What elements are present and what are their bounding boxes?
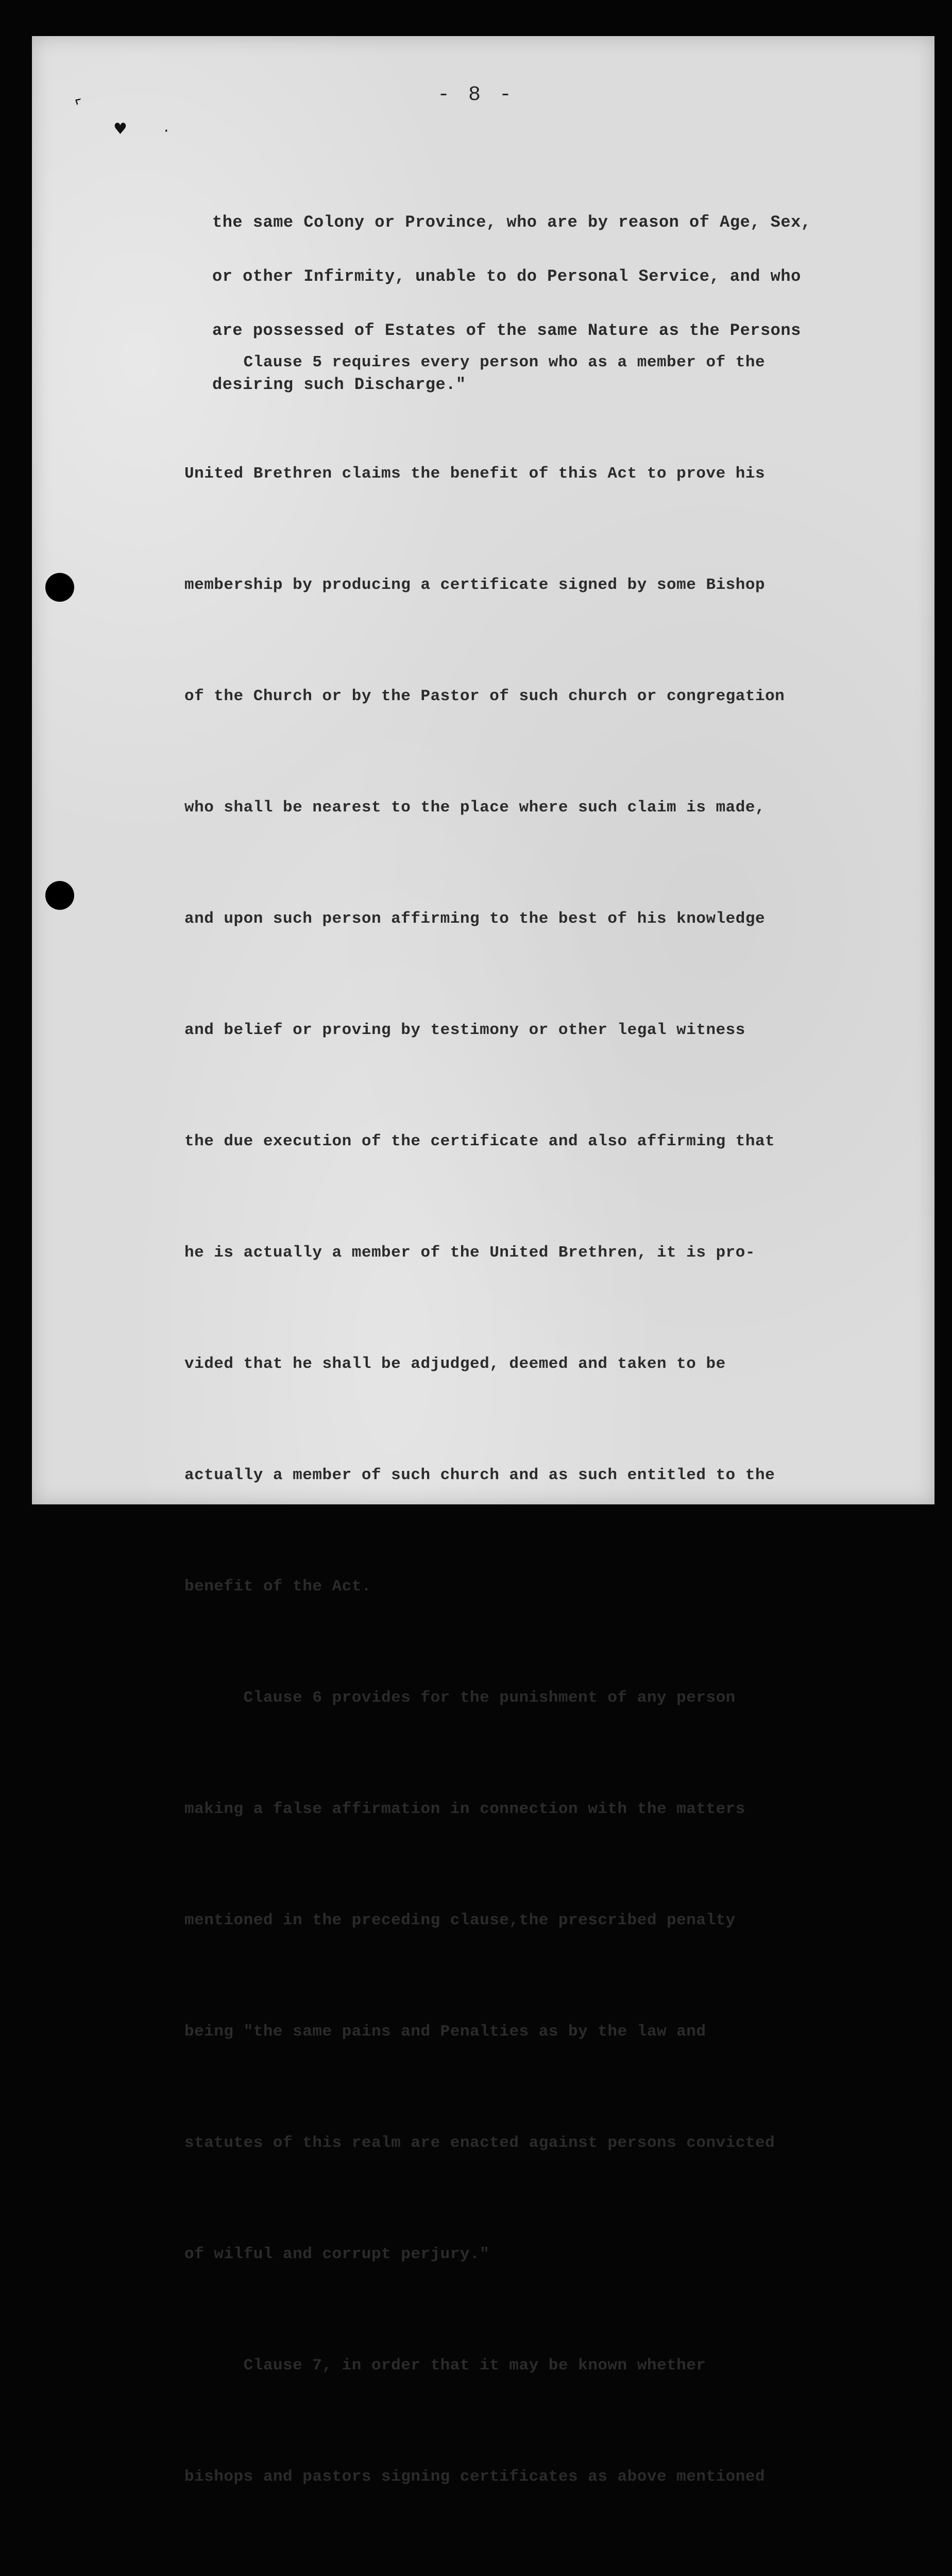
body-line: actually a member of such church and as such entitled to the [184, 1466, 775, 1484]
body-line: United Brethren claims the benefit of this Act to prove his [184, 465, 766, 483]
body-line: he is actually a member of the United Brethren, it is pro- [184, 1244, 755, 1262]
body-line: the due execution of the certificate and also affirming that [184, 1132, 775, 1150]
punch-hole-upper [45, 573, 74, 602]
body-line: statutes of this realm are enacted against persons convicted [184, 2134, 775, 2152]
body-line: and upon such person affirming to the best of his knowledge [184, 910, 766, 928]
body-line: who shall be nearest to the place where such claim is made, [184, 799, 766, 817]
page-number: - 8 - [437, 83, 515, 107]
margin-mark-blot: ♥ [113, 120, 127, 138]
body-line [184, 2570, 785, 2576]
body-line: making a false affirmation in connection with the matters [184, 1800, 745, 1818]
body-line: mentioned in the preceding clause,the prescribed penalty [184, 1911, 736, 1929]
body-line: and belief or proving by testimony or other legal witness [184, 1021, 745, 1039]
body-line: Clause 7, in order that it may be known whether [184, 2357, 706, 2375]
body-line: Clause 5 requires every person who as a member of the [184, 353, 766, 371]
body-line: being "the same pains and Penalties as by the law and [184, 2023, 706, 2041]
margin-mark-tick: ‹ [69, 90, 86, 111]
body-line: vided that he shall be adjudged, deemed and taken to be [184, 1355, 726, 1373]
body-line: bishops and pastors signing certificates as above mentioned [184, 2468, 766, 2486]
body-line: of the Church or by the Pastor of such church or congregation [184, 687, 785, 705]
margin-mark-dot: · [164, 122, 169, 140]
body-line: membership by producing a certificate signed by some Bishop [184, 576, 766, 594]
quote-line: desiring such Discharge." [212, 375, 466, 394]
body-line: Clause 6 provides for the punishment of any person [184, 1689, 736, 1707]
quote-line: are possessed of Estates of the same Nature as the Persons [212, 321, 801, 340]
punch-hole-lower [45, 881, 74, 910]
body-line: of wilful and corrupt perjury." [184, 2245, 490, 2263]
quote-line: or other Infirmity, unable to do Personal Service, and who [212, 267, 801, 286]
quote-line: the same Colony or Province, who are by reason of Age, Sex, [212, 213, 811, 232]
body-line: benefit of the Act. [184, 1578, 371, 1596]
body-text [184, 270, 785, 2576]
